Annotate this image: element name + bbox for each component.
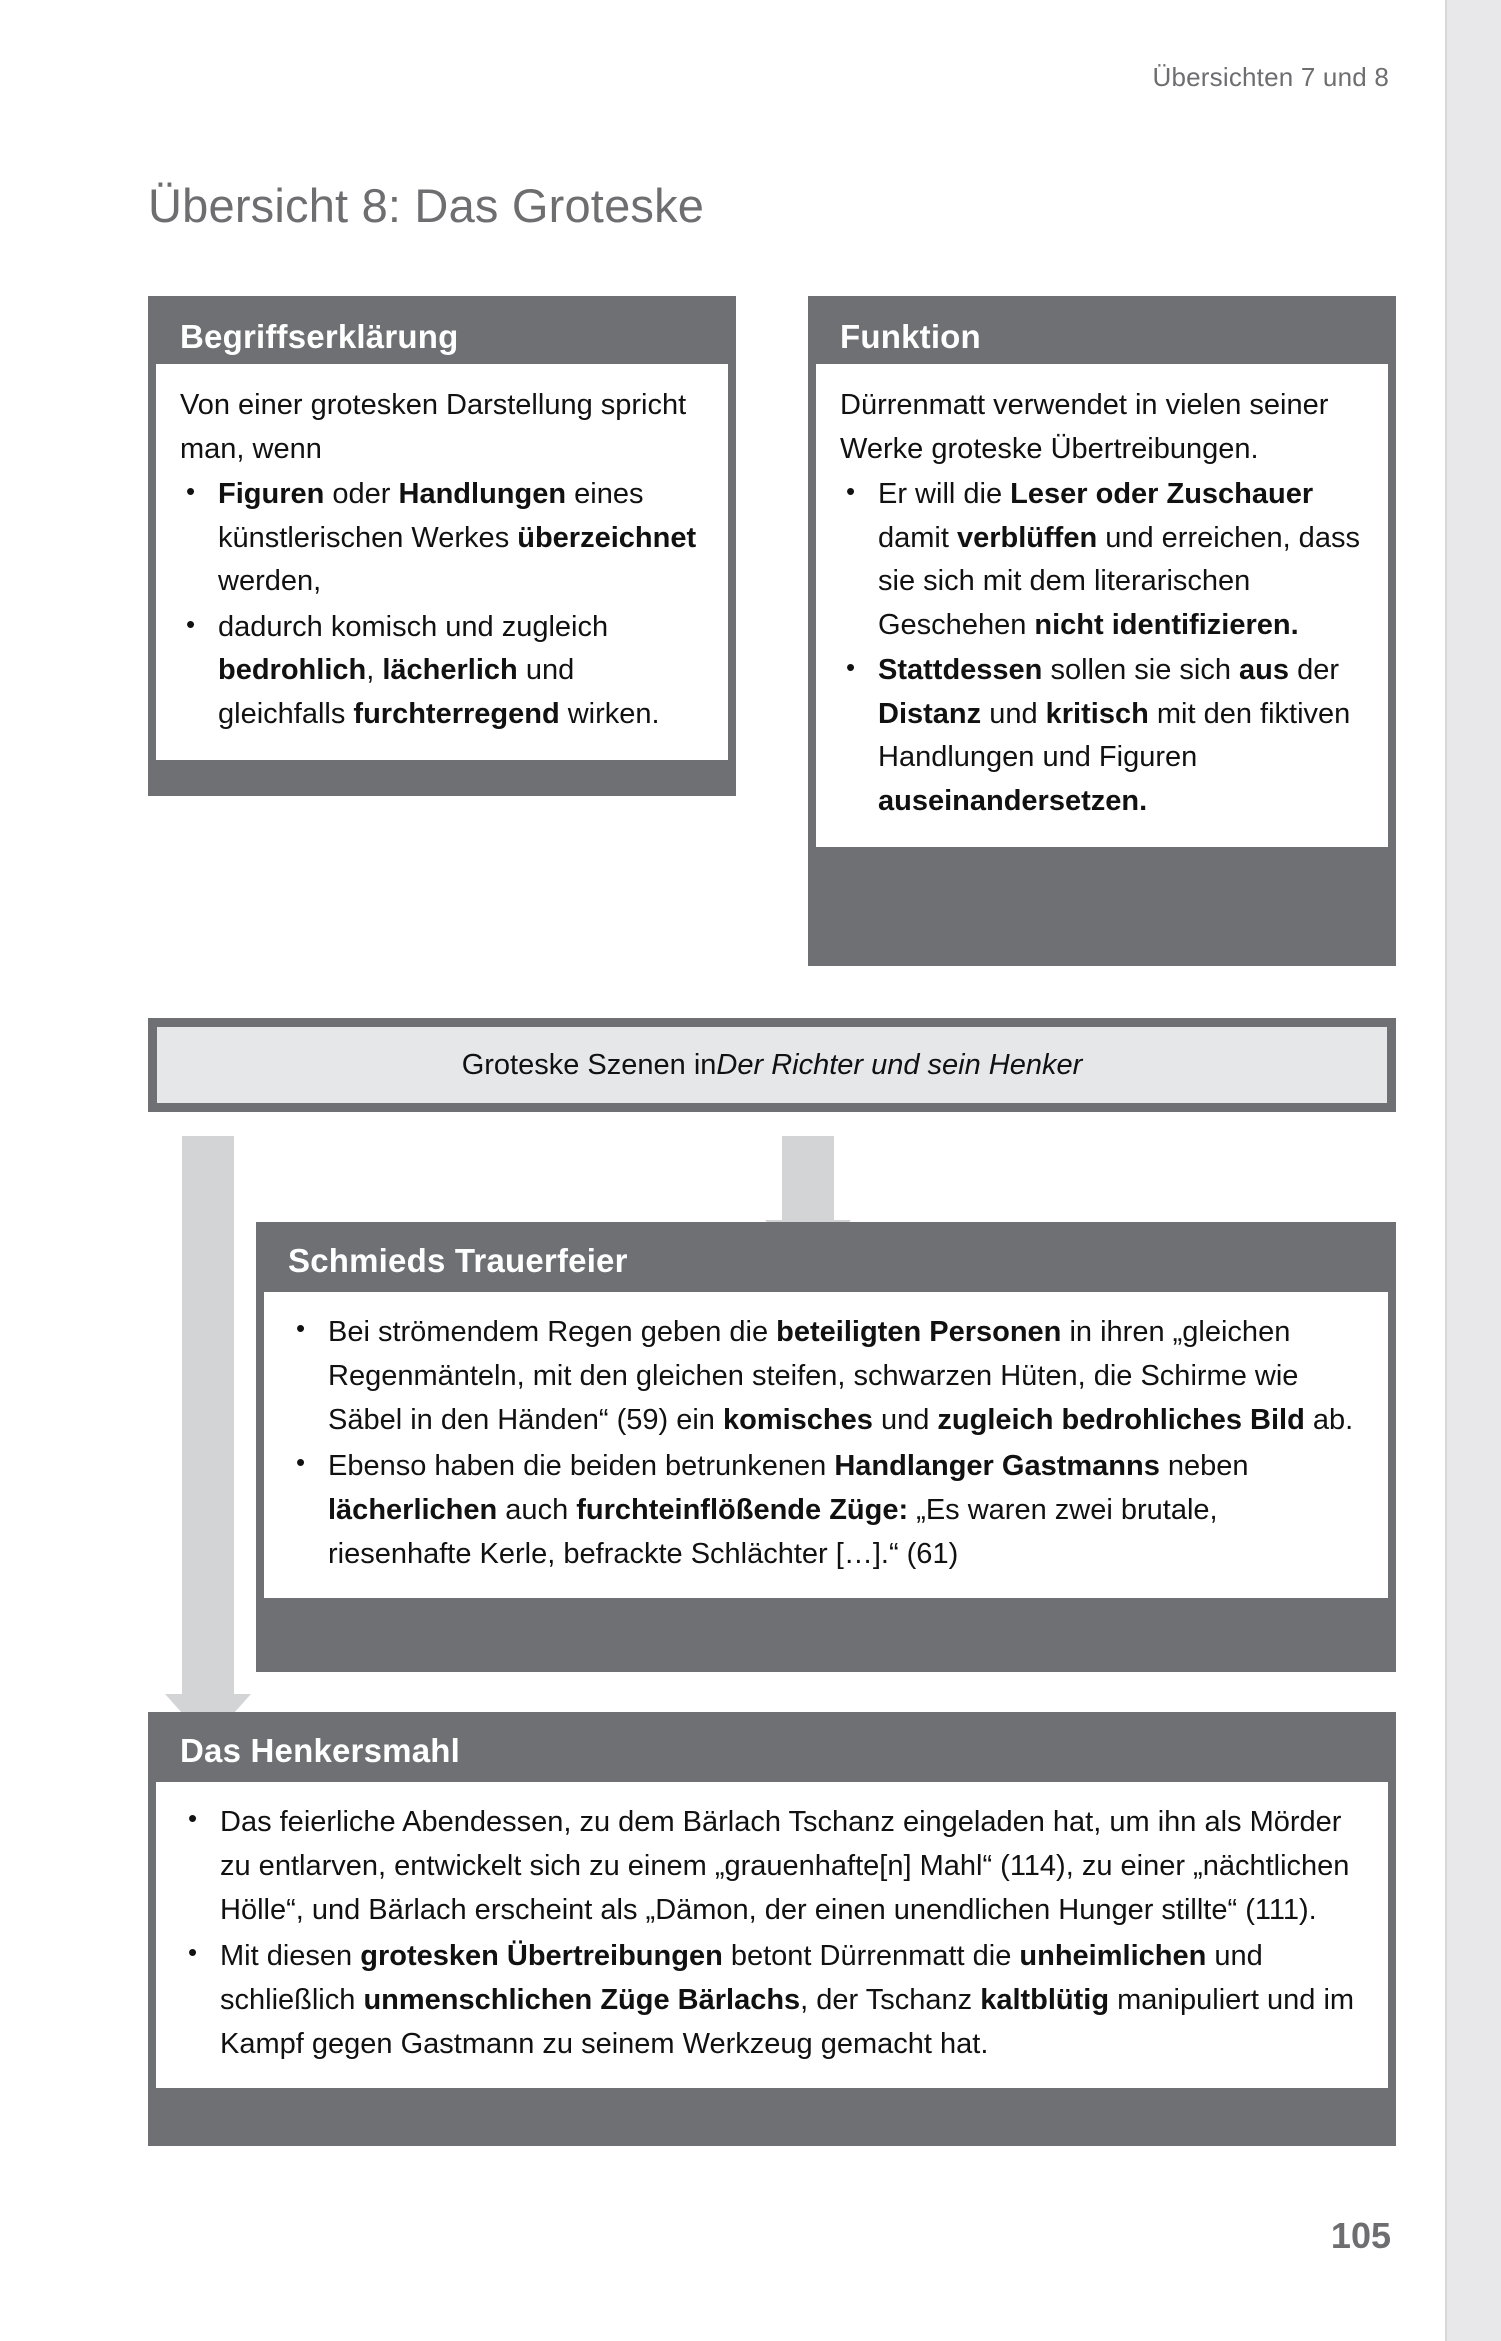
- box-begriffserklaerung: [148, 296, 736, 796]
- list-item: • dadurch komisch und zugleich bedrohlich, lächerlich und gleichfalls furchterregend wirken.: [180, 606, 704, 737]
- box-das-henkersmahl-list: [182, 1800, 1358, 2066]
- running-head: Übersichten 7 und 8: [1152, 62, 1389, 92]
- box-schmieds-trauerfeier-title: Schmieds Trauerfeier: [288, 1242, 628, 1279]
- box-funktion-body: [816, 364, 1388, 847]
- box-schmieds-trauerfeier-list: [290, 1310, 1358, 1576]
- down-arrow-icon-to-henkersmahl-shaft: [182, 1136, 234, 1696]
- box-begriffserklaerung-lead: Von einer grotesken Darstellung spricht man, wenn: [180, 389, 687, 465]
- box-schmieds-trauerfeier-body: [264, 1292, 1388, 1598]
- box-funktion: [808, 296, 1396, 966]
- box-funktion-list: [840, 473, 1364, 823]
- box-das-henkersmahl: [148, 1712, 1396, 2146]
- page-number: 105: [1330, 2215, 1391, 2256]
- list-item: • Ebenso haben die beiden betrunkenen Handlanger Gastmanns neben lächerlichen auch furchteinflößende Züge: „Es waren zwei brutale, riesenhafte Kerle, befrackte Schlächter […].“ (61): [290, 1444, 1358, 1576]
- box-begriffserklaerung-body: [156, 364, 728, 760]
- banner-groteske-szenen: [148, 1018, 1396, 1112]
- list-item: • Das feierliche Abendessen, zu dem Bärlach Tschanz eingeladen hat, um ihn als Mörder zu entlarven, entwickelt sich zu einem „grauenhafte[n] Mahl“ (114), zu einer „nächtlichen Hölle“, und Bärlach erscheint als „Dämon, der einen unendlichen Hunger stillte“ (111).: [182, 1800, 1358, 1932]
- list-item: • Figuren oder Handlungen eines künstlerischen Werkes überzeichnet werden,: [180, 473, 704, 604]
- list-item: • Stattdessen sollen sie sich aus der Distanz und kritisch mit den fiktiven Handlungen und Figuren auseinandersetzen.: [840, 649, 1364, 823]
- box-das-henkersmahl-body: [156, 1782, 1388, 2088]
- box-das-henkersmahl-title: Das Henkersmahl: [180, 1732, 460, 1769]
- page-title: Übersicht 8: Das Groteske: [148, 179, 705, 232]
- page-edge-rule: [1445, 0, 1447, 2341]
- box-schmieds-trauerfeier: [256, 1222, 1396, 1672]
- box-funktion-title: Funktion: [840, 318, 981, 355]
- box-begriffserklaerung-list: [180, 473, 704, 736]
- banner-label: Groteske Szenen in Der Richter und sein Henker: [157, 1027, 1387, 1103]
- page-edge-strip: [1447, 0, 1501, 2341]
- box-funktion-lead: Dürrenmatt verwendet in vielen seiner Werke groteske Übertreibungen.: [840, 389, 1329, 465]
- list-item: • Bei strömendem Regen geben die beteiligten Personen in ihren „gleichen Regenmänteln, mit den gleichen steifen, schwarzen Hüten, die Schirme wie Säbel in den Händen“ (59) ein komisches und zugleich bedrohliches Bild ab.: [290, 1310, 1358, 1442]
- down-arrow-icon-to-schmieds-shaft: [782, 1136, 834, 1222]
- list-item: • Mit diesen grotesken Übertreibungen betont Dürrenmatt die unheimlichen und schließlich unmenschlichen Züge Bärlachs, der Tschanz kaltblütig manipuliert und im Kampf gegen Gastmann zu seinem Werkzeug gemacht hat.: [182, 1934, 1358, 2066]
- list-item: • Er will die Leser oder Zuschauer damit verblüffen und erreichen, dass sie sich mit dem literarischen Geschehen nicht identifizieren.: [840, 473, 1364, 647]
- box-begriffserklaerung-title: Begriffserklärung: [180, 318, 459, 355]
